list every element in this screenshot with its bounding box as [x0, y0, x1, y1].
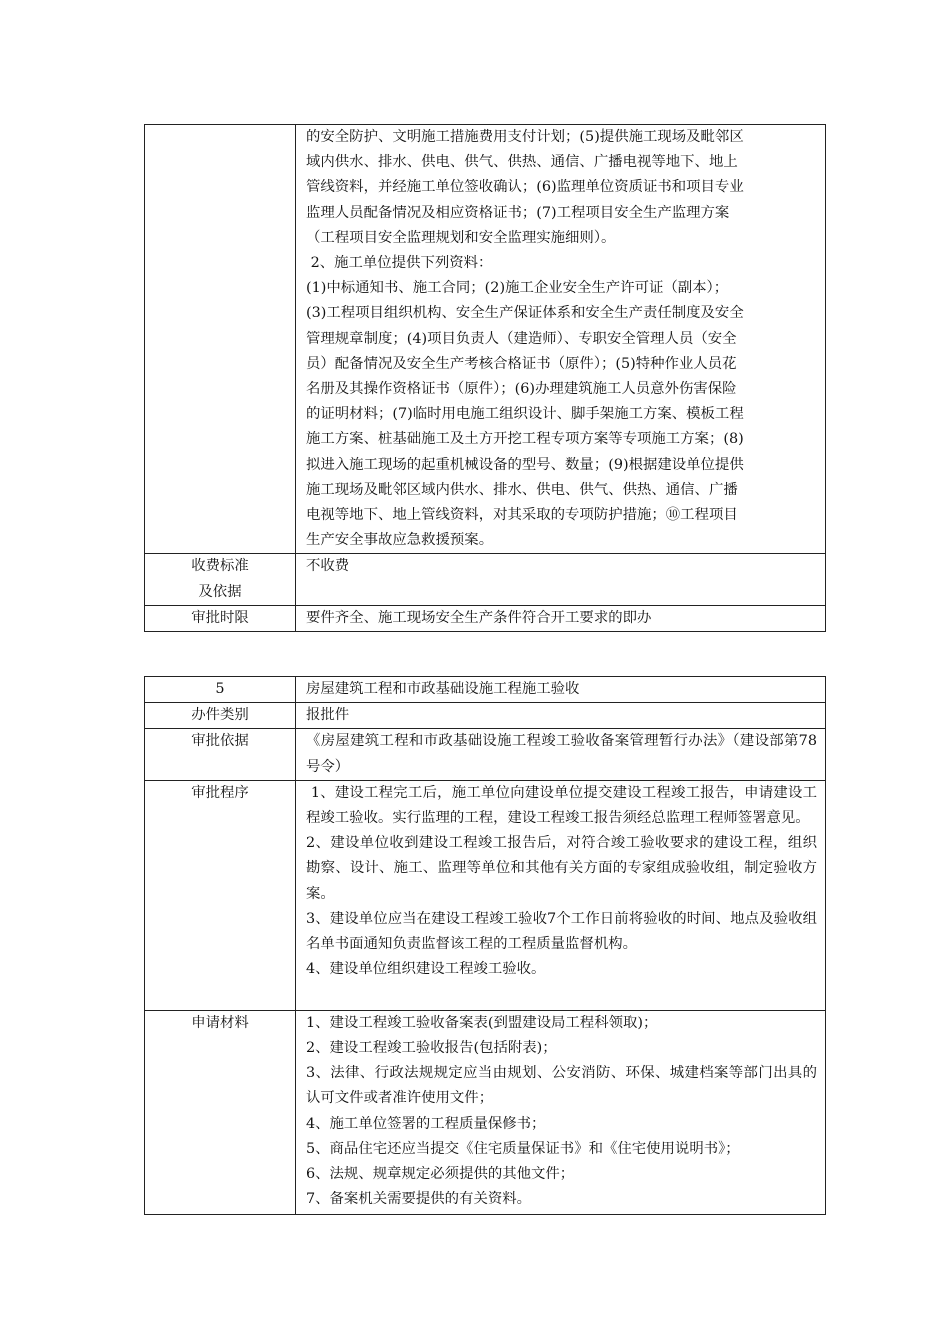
material-item: 3、法律、行政法规规定应当由规划、公安消防、环保、城建档案等部门出具的认可文件或者准许使用文件；: [306, 1065, 817, 1107]
table-row: [145, 677, 826, 703]
acceptance-table: [144, 676, 826, 1215]
material-item: 2、建设工程竣工验收报告(包括附表)；: [306, 1040, 557, 1057]
text-line: (1)中标通知书、施工合同；(2)施工企业安全生产许可证（副本）；: [306, 280, 729, 297]
basis-text: 《房屋建筑工程和市政基础设施工程竣工验收备案管理暂行办法》（建设部第78号令）: [306, 733, 817, 775]
text-line: （工程项目安全监理规划和安全监理实施细则）。: [306, 229, 616, 246]
procedure-cell: [296, 780, 826, 1010]
procedure-step: 3、建设单位应当在建设工程竣工验收7个工作日前将验收的时间、地点及验收组名单书面通知负责监督该工程的工程质量监督机构。: [306, 910, 817, 953]
materials-cell: [296, 1010, 826, 1214]
time-value: 要件齐全、施工现场安全生产条件符合开工要求的即办: [296, 605, 826, 631]
table-row: [145, 1010, 826, 1214]
fee-label-cell: [145, 554, 296, 605]
fee-value: 不收费: [296, 554, 826, 605]
requirements-table-continued: [144, 124, 826, 632]
materials-continuation-cell: [296, 125, 826, 554]
text-line: 监理人员配备情况及相应资格证书；(7)工程项目安全生产监理方案: [306, 204, 730, 221]
text-line: 管理规章制度；(4)项目负责人（建造师）、专职安全管理人员（安全: [306, 330, 737, 347]
text-line: 拟进入施工现场的起重机械设备的型号、数量；(9)根据建设单位提供: [306, 456, 744, 473]
material-item: 1、建设工程竣工验收备案表(到盟建设局工程科领取)；: [306, 1014, 658, 1031]
basis-label: 审批依据: [145, 729, 296, 780]
item-number: 5: [145, 677, 296, 703]
materials-label: 申请材料: [145, 1010, 296, 1214]
procedure-label: 审批程序: [145, 780, 296, 1010]
text-line: 的安全防护、文明施工措施费用支付计划；(5)提供施工现场及毗邻区: [306, 129, 744, 145]
procedure-step: 2、建设单位收到建设工程竣工报告后，对符合竣工验收要求的建设工程，组织勘察、设计、施工、监理等单位和其他有关方面的专家组成验收组，制定验收方案。: [306, 835, 817, 902]
basis-value: [296, 729, 826, 780]
text-line: 域内供水、排水、供电、供气、供热、通信、广播电视等地下、地上: [306, 154, 738, 171]
table-row: [145, 780, 826, 1010]
text-line: 员）配备情况及安全生产考核合格证书（原件）；(5)特种作业人员花: [306, 355, 737, 372]
text-line: (3)工程项目组织机构、安全生产保证体系和安全生产责任制度及安全: [306, 305, 744, 322]
table-row: [145, 729, 826, 780]
category-label: 办件类别: [145, 703, 296, 729]
table-row: [145, 554, 826, 605]
item-title: 房屋建筑工程和市政基础设施工程施工验收: [296, 677, 826, 703]
material-item: 4、施工单位签署的工程质量保修书；: [306, 1115, 546, 1132]
material-item: 5、商品住宅还应当提交《住宅质量保证书》和《住宅使用说明书》；: [306, 1140, 740, 1157]
contractor-heading: 2、施工单位提供下列资料：: [306, 255, 493, 272]
text-line: 管线资料，并经施工单位签收确认；(6)监理单位资质证书和项目专业: [306, 179, 744, 196]
table-row: [145, 703, 826, 729]
empty-label-cell: [145, 125, 296, 554]
procedure-step: 1、建设工程完工后，施工单位向建设单位提交建设工程竣工报告，申请建设工程竣工验收。实行监理的工程，建设工程竣工报告须经总监理工程师签署意见。: [306, 784, 817, 827]
text-line: 施工现场及毗邻区域内供水、排水、供电、供气、供热、通信、广播: [306, 481, 738, 498]
fee-label-line2: 及依据: [198, 583, 242, 600]
procedure-step: 4、建设单位组织建设工程竣工验收。: [306, 961, 546, 978]
text-line: 名册及其操作资格证书（原件）；(6)办理建筑施工人员意外伤害保险: [306, 381, 737, 398]
fee-label-line1: 收费标准: [191, 558, 249, 575]
material-item: 7、备案机关需要提供的有关资料。: [306, 1191, 532, 1208]
table-row: [145, 125, 826, 554]
time-label: 审批时限: [145, 605, 296, 631]
text-line: 生产安全事故应急救援预案。: [306, 532, 494, 549]
text-line: 的证明材料；(7)临时用电施工组织设计、脚手架施工方案、模板工程: [306, 406, 744, 423]
material-item: 6、法规、规章规定必须提供的其他文件；: [306, 1166, 575, 1183]
table-row: [145, 605, 826, 631]
text-line: 电视等地下、地上管线资料，对其采取的专项防护措施；⑩工程项目: [306, 507, 738, 524]
text-line: 施工方案、桩基础施工及土方开挖工程专项方案等专项施工方案；(8): [306, 431, 744, 448]
category-value: 报批件: [296, 703, 826, 729]
